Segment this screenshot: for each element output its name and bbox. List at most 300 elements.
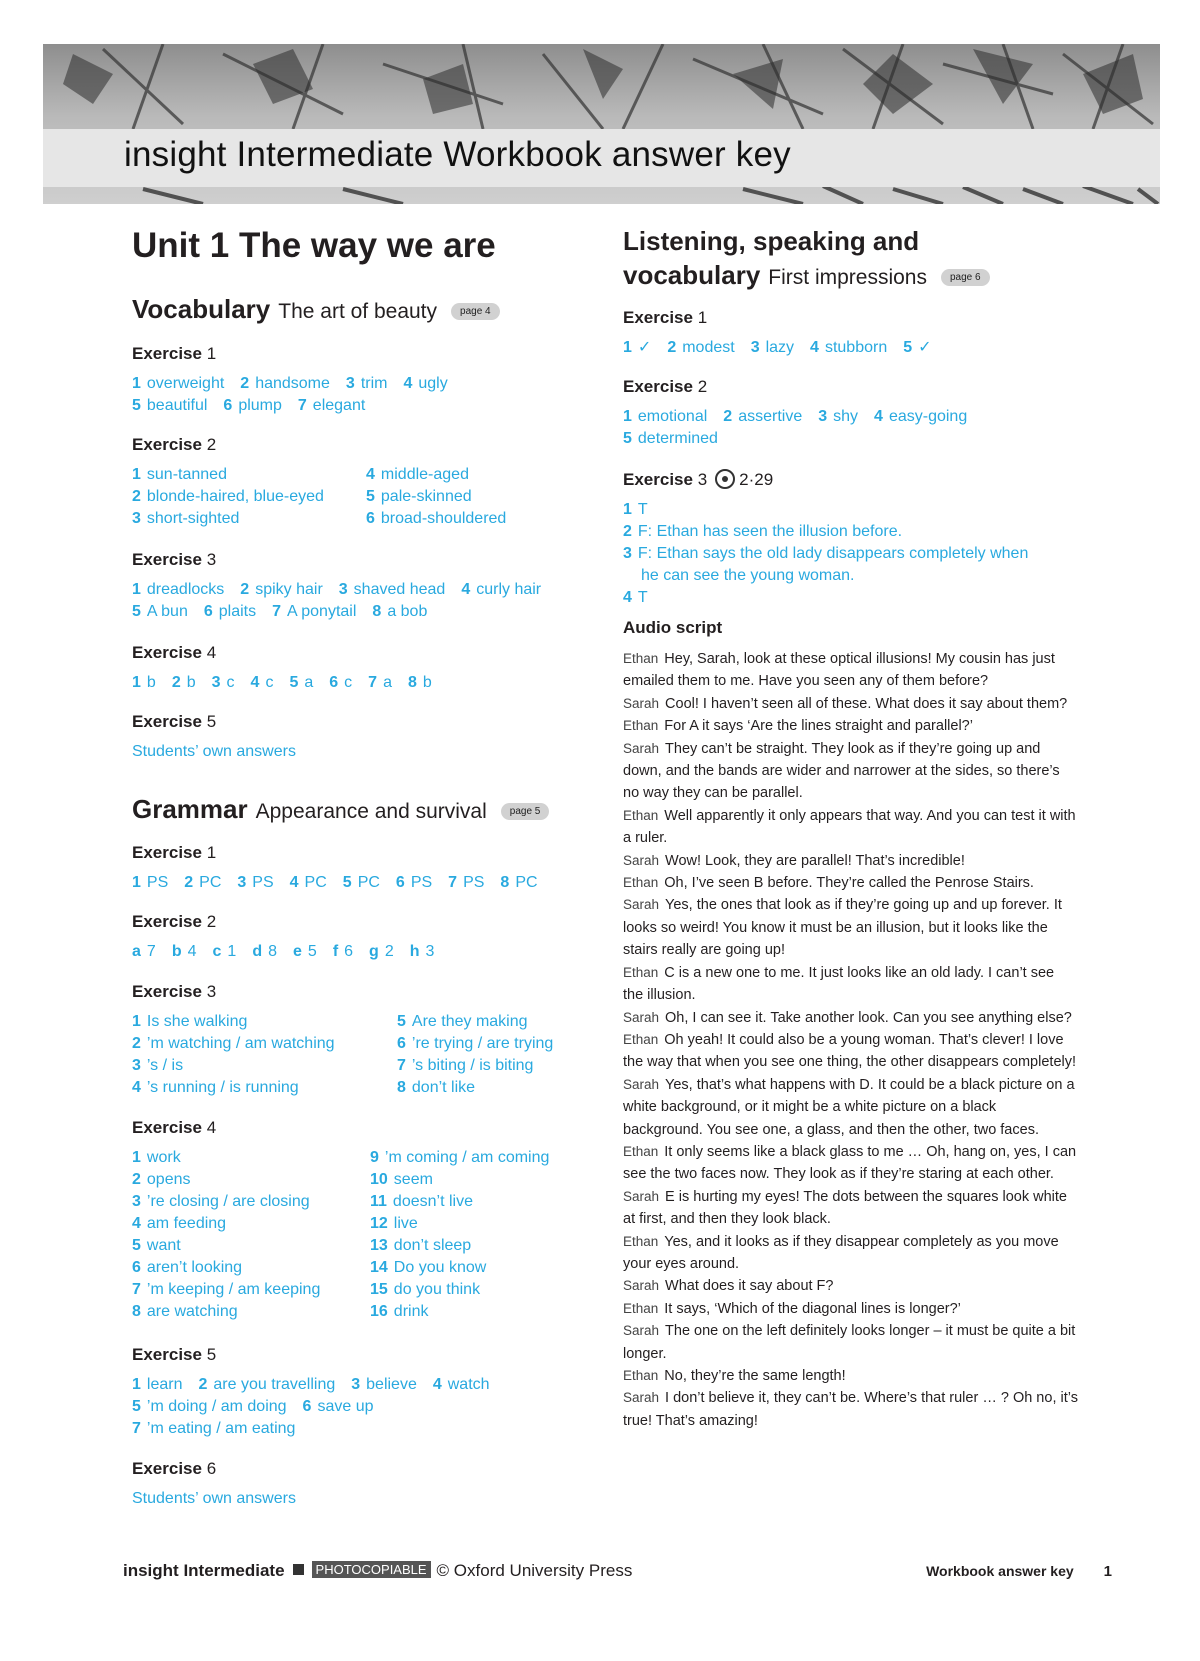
answer-line xyxy=(132,1418,506,1440)
answer-item xyxy=(132,674,156,691)
answer-number: 7 xyxy=(272,603,282,620)
answer-number: 6 xyxy=(302,1398,312,1415)
grammar-heading xyxy=(132,794,549,825)
speaker-text: Wow! Look, they are parallel! That’s incredible! xyxy=(665,852,965,869)
answer-value: 1 xyxy=(227,943,237,960)
answer-number: 8 xyxy=(500,874,510,891)
answer-item xyxy=(132,1281,320,1298)
answer-line xyxy=(623,565,1044,587)
exercise-heading xyxy=(132,435,216,455)
exercise-number: 5 xyxy=(206,712,217,731)
answer-value: PC xyxy=(304,874,327,891)
speaker-text: Hey, Sarah, look at these optical illusions! My cousin has just emailed them to me. Have you seen any of them before? xyxy=(623,651,1055,690)
answer-line xyxy=(132,1396,506,1418)
answer-value: 6 xyxy=(344,943,354,960)
answer-item xyxy=(448,874,484,891)
answer-line xyxy=(623,543,1044,565)
answer-item xyxy=(346,375,388,392)
answer-row xyxy=(132,1169,433,1191)
answer-block xyxy=(132,373,464,417)
answer-number: b xyxy=(171,943,182,960)
answer-value: stubborn xyxy=(824,339,888,356)
answer-value: believe xyxy=(366,1376,417,1393)
footer-label: Workbook answer key xyxy=(926,1563,1074,1579)
answer-item xyxy=(366,508,506,530)
section-title: vocabulary xyxy=(623,260,761,290)
answer-value: ’s / is xyxy=(146,1057,184,1074)
answer-item xyxy=(240,375,330,392)
speaker-text: Yes, and it looks as if they disappear completely as you move your eyes around. xyxy=(623,1233,1059,1272)
answer-item xyxy=(818,408,858,425)
answer-item xyxy=(132,1259,242,1276)
exercise-heading xyxy=(132,1345,216,1365)
speaker-text: They can’t be straight. They look as if they’re going up and down, and the bands are wider and narrower at the sides, so there’s no way they can be parallel. xyxy=(623,740,1060,802)
answer-number: 7 xyxy=(132,1420,141,1437)
answer-block xyxy=(132,941,450,963)
answer-item xyxy=(251,674,274,691)
speaker-text: Oh, I’ve seen B before. They’re called the Penrose Stairs. xyxy=(664,875,1034,892)
answer-number: 10 xyxy=(370,1171,388,1188)
answer-number: 4 xyxy=(623,589,632,606)
answer-row xyxy=(132,1077,476,1099)
exercise-label: Exercise xyxy=(132,435,202,454)
answer-number: 7 xyxy=(297,397,307,414)
exercise-number: 1 xyxy=(206,843,217,862)
speaker-name: Sarah xyxy=(623,852,660,868)
answer-number: 2 xyxy=(667,339,677,356)
answer-item xyxy=(397,1033,553,1055)
speaker-name: Sarah xyxy=(623,740,660,756)
answer-line xyxy=(132,1374,506,1396)
answer-item xyxy=(198,1376,335,1393)
answer-item xyxy=(132,1149,181,1166)
answer-value: Do you know xyxy=(393,1259,487,1276)
exercise-label: Exercise xyxy=(132,912,202,931)
answer-value: he can see the young woman. xyxy=(641,567,855,584)
answer-value: 3 xyxy=(425,943,435,960)
answer-number: 15 xyxy=(370,1281,388,1298)
answer-number: 3 xyxy=(211,674,221,691)
answer-number: 3 xyxy=(132,510,141,527)
answer-block xyxy=(132,672,448,694)
answer-item xyxy=(132,943,156,960)
answer-line xyxy=(623,521,1044,543)
copyright: © Oxford University Press xyxy=(436,1561,633,1580)
answer-number: 5 xyxy=(903,339,913,356)
speaker-text: C is a new one to me. It just looks like an old lady. I can’t see the illusion. xyxy=(623,964,1055,1004)
answer-item xyxy=(433,1376,490,1393)
answer-number: 8 xyxy=(407,674,417,691)
exercise-number: 3 xyxy=(206,982,217,1001)
answer-number: d xyxy=(252,943,263,960)
answer-number: 3 xyxy=(338,581,348,598)
answer-number: 16 xyxy=(370,1303,388,1320)
audio-track: 2·29 xyxy=(739,470,774,489)
answer-item xyxy=(293,943,317,960)
answer-item xyxy=(810,339,887,356)
answer-value: spiky hair xyxy=(255,581,323,598)
exercise-label: Exercise xyxy=(132,550,202,569)
exercise-number: 4 xyxy=(206,1118,217,1137)
answer-number: 4 xyxy=(132,1079,141,1096)
answer-number: 4 xyxy=(874,408,883,425)
answer-item xyxy=(667,339,734,356)
answer-number: 5 xyxy=(366,488,375,505)
answer-value: ’re trying / are trying xyxy=(411,1035,554,1052)
speaker-text: Oh, I can see it. Take another look. Can you see anything else? xyxy=(665,1009,1072,1026)
answer-value: ✓ xyxy=(637,339,652,356)
answer-value: doesn’t live xyxy=(392,1193,473,1210)
answer-value: pale-skinned xyxy=(380,488,472,505)
section-subtitle: The art of beauty xyxy=(278,300,438,323)
answer-block xyxy=(623,337,948,359)
answer-number: 1 xyxy=(623,501,632,518)
answer-number: 5 xyxy=(397,1013,406,1030)
answer-number: 3 xyxy=(132,1193,141,1210)
answer-value: PC xyxy=(199,874,222,891)
speaker-text: It only seems like a black glass to me … Oh, hang on, yes, I can see the two faces now. They look as if they’re staring at each other. xyxy=(623,1143,1077,1183)
answer-item xyxy=(172,943,197,960)
answer-item xyxy=(623,523,902,540)
answer-line xyxy=(132,941,450,963)
speaker-name: Ethan xyxy=(623,1031,659,1047)
answer-value: c xyxy=(226,674,235,691)
answer-number: 5 xyxy=(132,397,141,414)
answer-number: 5 xyxy=(132,603,141,620)
exercise-number: 2 xyxy=(697,377,708,396)
answer-item xyxy=(623,339,651,356)
answer-number: 5 xyxy=(342,874,352,891)
audio-disc-icon xyxy=(715,469,735,489)
answer-item xyxy=(132,1303,238,1320)
answer-value: A ponytail xyxy=(287,603,357,620)
answer-value: 5 xyxy=(307,943,317,960)
answer-item xyxy=(333,943,353,960)
answer-value: handsome xyxy=(255,375,330,392)
square-icon xyxy=(293,1564,304,1575)
answer-row xyxy=(132,464,469,486)
exercise-number: 1 xyxy=(206,344,217,363)
speaker-name: Ethan xyxy=(623,807,659,823)
answer-row xyxy=(132,1011,528,1033)
answer-value: are you travelling xyxy=(213,1376,336,1393)
answer-item xyxy=(403,375,447,392)
answer-value: b xyxy=(422,674,432,691)
answer-row xyxy=(132,1213,418,1235)
answer-number: 14 xyxy=(370,1259,388,1276)
answer-value: b xyxy=(146,674,156,691)
answer-value: assertive xyxy=(738,408,803,425)
answer-value: 4 xyxy=(187,943,197,960)
page-number: 1 xyxy=(1103,1563,1112,1580)
answer-number: 2 xyxy=(198,1376,208,1393)
speaker-name: Sarah xyxy=(623,1188,660,1204)
exercise-label: Exercise xyxy=(132,1345,202,1364)
answer-number: 4 xyxy=(810,339,819,356)
script-line xyxy=(623,872,1078,894)
answer-grid xyxy=(132,1147,550,1323)
answer-number: 1 xyxy=(132,1376,141,1393)
answer-number: 2 xyxy=(623,523,632,540)
answer-value: middle-aged xyxy=(380,466,469,483)
exercise-number: 1 xyxy=(697,308,708,327)
answer-line xyxy=(132,579,557,601)
answer-value: overweight xyxy=(146,375,225,392)
answer-line xyxy=(132,373,464,395)
answer-value: ugly xyxy=(418,375,448,392)
answer-value: shy xyxy=(833,408,859,425)
answer-item xyxy=(132,510,239,527)
exercise-heading xyxy=(132,550,216,570)
answer-row xyxy=(132,1235,472,1257)
answer-item xyxy=(172,674,196,691)
answer-value: PC xyxy=(357,874,380,891)
script-line xyxy=(623,850,1078,872)
exercise-label: Exercise xyxy=(623,470,693,489)
answer-item xyxy=(370,1147,549,1169)
speaker-text: Well apparently it only appears that way. And you can test it with a ruler. xyxy=(623,807,1076,847)
answer-item xyxy=(370,1213,418,1235)
answer-item xyxy=(329,674,352,691)
script-line xyxy=(623,1387,1078,1432)
answer-line xyxy=(623,406,983,428)
answer-number: 7 xyxy=(368,674,378,691)
script-line xyxy=(623,693,1078,715)
exercise-label: Exercise xyxy=(623,308,693,327)
speaker-name: Ethan xyxy=(623,651,659,666)
answer-item xyxy=(370,1301,428,1323)
answer-value: plump xyxy=(238,397,282,414)
answer-item xyxy=(397,1077,475,1099)
answer-number: 4 xyxy=(403,375,413,392)
answer-item xyxy=(396,874,432,891)
exercise-heading xyxy=(132,982,216,1002)
answer-block xyxy=(623,406,983,450)
answer-item xyxy=(272,603,356,620)
answer-item xyxy=(184,874,221,891)
answer-value: 2 xyxy=(384,943,394,960)
answer-number: 2 xyxy=(723,408,733,425)
answer-item xyxy=(204,603,256,620)
answer-row xyxy=(132,1257,487,1279)
speaker-text: I don’t believe it, they can’t be. Where’s that ruler … ? Oh no, it’s true! That’s amazing! xyxy=(623,1390,1078,1429)
speaker-name: Ethan xyxy=(623,1300,659,1316)
answer-value: F: Ethan says the old lady disappears completely when xyxy=(637,545,1029,562)
answer-value: PS xyxy=(252,874,274,891)
answer-number: 2 xyxy=(132,1171,141,1188)
answer-item xyxy=(372,603,427,620)
answer-row xyxy=(132,1055,534,1077)
answer-value: 7 xyxy=(146,943,156,960)
answer-number: 4 xyxy=(289,874,299,891)
footer-brand: insight Intermediate xyxy=(123,1561,285,1580)
answer-grid xyxy=(132,1011,554,1099)
answer-item xyxy=(500,874,537,891)
answer-text: Students’ own answers xyxy=(132,743,296,760)
answer-item xyxy=(132,603,188,620)
answer-number: 12 xyxy=(370,1215,388,1232)
answer-value: am feeding xyxy=(146,1215,227,1232)
answer-item xyxy=(240,581,322,598)
photocopiable-badge: PHOTOCOPIABLE xyxy=(312,1561,431,1578)
answer-line xyxy=(623,499,1044,521)
answer-item xyxy=(132,581,224,598)
answer-line xyxy=(132,872,554,894)
answer-number: 1 xyxy=(132,375,141,392)
title-bar xyxy=(43,129,1160,187)
answer-value: aren’t looking xyxy=(146,1259,243,1276)
answer-block xyxy=(132,872,554,894)
answer-number: 11 xyxy=(370,1193,387,1210)
answer-item xyxy=(132,1376,182,1393)
answer-item xyxy=(368,674,392,691)
answer-item xyxy=(132,1237,181,1254)
answer-value: PS xyxy=(463,874,485,891)
answer-item xyxy=(370,1257,486,1279)
exercise-heading xyxy=(132,344,216,364)
answer-item xyxy=(461,581,541,598)
answer-text: Students’ own answers xyxy=(132,1490,296,1507)
answer-row xyxy=(132,486,472,508)
answer-number: 3 xyxy=(237,874,247,891)
answer-line xyxy=(623,337,948,359)
vocabulary-heading xyxy=(132,294,500,325)
answer-number: 4 xyxy=(366,466,375,483)
answer-value: learn xyxy=(146,1376,183,1393)
answer-item xyxy=(751,339,794,356)
answer-item xyxy=(132,1420,295,1437)
answer-item xyxy=(237,874,273,891)
answer-number: 1 xyxy=(132,1149,141,1166)
answer-number: 13 xyxy=(370,1237,388,1254)
answer-item xyxy=(623,589,648,606)
answer-row xyxy=(132,1279,481,1301)
answer-item xyxy=(370,1169,433,1191)
answer-item xyxy=(132,1079,299,1096)
answer-number: 3 xyxy=(818,408,828,425)
answer-value: sun-tanned xyxy=(146,466,227,483)
answer-block xyxy=(132,1374,506,1440)
answer-number: 1 xyxy=(132,581,141,598)
answer-value: do you think xyxy=(393,1281,481,1298)
answer-number: 5 xyxy=(289,674,299,691)
audio-script-heading: Audio script xyxy=(623,618,723,637)
answer-number: 3 xyxy=(351,1376,361,1393)
answer-number: 3 xyxy=(345,375,355,392)
script-line xyxy=(623,1365,1078,1387)
answer-item xyxy=(370,1279,480,1301)
exercise-number: 5 xyxy=(206,1345,217,1364)
answer-value: emotional xyxy=(637,408,708,425)
answer-item xyxy=(252,943,277,960)
answer-number: 1 xyxy=(132,466,141,483)
answer-value: curly hair xyxy=(476,581,542,598)
answer-value: determined xyxy=(637,430,718,447)
answer-item xyxy=(903,339,931,356)
answer-item xyxy=(132,1193,310,1210)
script-line xyxy=(623,1074,1078,1141)
answer-number: 7 xyxy=(448,874,458,891)
speaker-name: Ethan xyxy=(623,1233,659,1249)
section-subtitle: First impressions xyxy=(768,266,927,289)
answer-number: e xyxy=(293,943,302,960)
speaker-name: Sarah xyxy=(623,897,660,913)
answer-item xyxy=(132,1215,226,1232)
answer-value: drink xyxy=(393,1303,429,1320)
answer-value: 8 xyxy=(268,943,277,960)
speaker-text: Yes, that’s what happens with D. It could be a black picture on a white background, or it might be a white picture on a black background. You see one, a glass, and then the other, two faces. xyxy=(623,1076,1075,1138)
answer-number: 5 xyxy=(132,1237,141,1254)
speaker-name: Sarah xyxy=(623,1278,660,1294)
answer-item xyxy=(370,1235,471,1257)
speaker-text: For A it says ‘Are the lines straight and parallel?’ xyxy=(664,718,973,735)
answer-item xyxy=(132,466,227,483)
answer-item xyxy=(132,1035,335,1052)
section-subtitle: Appearance and survival xyxy=(255,800,487,823)
answer-number: c xyxy=(212,943,222,960)
answer-value: easy-going xyxy=(888,408,968,425)
answer-value: c xyxy=(265,674,274,691)
answer-item xyxy=(397,1011,528,1033)
answer-value: live xyxy=(393,1215,418,1232)
exercise-heading xyxy=(132,1118,216,1138)
answer-number: 3 xyxy=(132,1057,141,1074)
answer-block xyxy=(132,579,557,623)
exercise-number: 3 xyxy=(206,550,217,569)
answer-value: ’m watching / am watching xyxy=(146,1035,335,1052)
answer-value: ’m coming / am coming xyxy=(384,1149,550,1166)
answer-row xyxy=(132,1147,550,1169)
answer-value: a xyxy=(304,674,314,691)
answer-item xyxy=(339,581,446,598)
answer-number: 2 xyxy=(132,488,141,505)
footer-left xyxy=(123,1561,632,1581)
answer-value: ’s biting / is biting xyxy=(411,1057,534,1074)
script-line xyxy=(623,962,1078,1007)
answer-number: 3 xyxy=(750,339,760,356)
answer-number: a xyxy=(132,943,141,960)
exercise-label: Exercise xyxy=(132,1459,202,1478)
answer-row xyxy=(132,1191,473,1213)
answer-row xyxy=(132,1033,554,1055)
answer-value: don’t like xyxy=(411,1079,476,1096)
answer-number: 1 xyxy=(623,339,632,356)
answer-row xyxy=(132,508,507,530)
answer-item xyxy=(132,1057,183,1074)
answer-value: are watching xyxy=(146,1303,238,1320)
speaker-name: Sarah xyxy=(623,695,660,711)
answer-number: 7 xyxy=(132,1281,141,1298)
answer-value: elegant xyxy=(312,397,366,414)
answer-value: opens xyxy=(146,1171,191,1188)
answer-number: 8 xyxy=(397,1079,406,1096)
answer-item xyxy=(213,943,237,960)
answer-number: 6 xyxy=(223,397,233,414)
answer-value: work xyxy=(146,1149,181,1166)
speaker-text: What does it say about F? xyxy=(665,1278,834,1295)
answer-item xyxy=(410,943,435,960)
speaker-text: Oh yeah! It could also be a young woman. That’s clever! I love the way that when you see one thing, the other disappears completely! xyxy=(623,1031,1077,1071)
unit-title: Unit 1 The way we are xyxy=(132,226,496,265)
answer-number: g xyxy=(369,943,379,960)
answer-line xyxy=(623,428,983,450)
answer-item xyxy=(366,486,472,508)
answer-number: f xyxy=(332,943,339,960)
answer-value: a xyxy=(383,674,392,691)
answer-item xyxy=(623,408,707,425)
answer-value: c xyxy=(344,674,353,691)
answer-item xyxy=(343,874,380,891)
